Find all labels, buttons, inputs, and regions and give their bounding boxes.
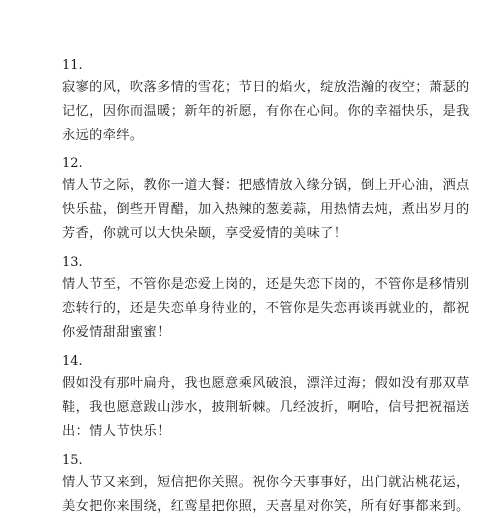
entry-number: 12. [62,156,83,171]
entry-line: 情人节又来到，短信把你关照。祝你今天事事好，出门就沾桃花运， [62,475,470,490]
entry-line: 永远的牵绊。 [62,128,144,143]
entry-line: 你爱情甜甜蜜蜜！ [62,325,171,340]
entry-line: 鞋，我也愿意跋山涉水，披荆斩棘。几经波折，啊哈，信号把祝福送 [62,400,470,415]
entry-number: 14. [62,354,83,369]
entry-line: 情人节之际，教你一道大餐：把感情放入缘分锅，倒上开心油，洒点 [62,178,470,193]
entry-line: 记忆，因你而温暖；新年的祈愿，有你在心间。你的幸福快乐，是我 [62,104,470,119]
entry-line: 寂寥的风，吹落多情的雪花；节日的焰火，绽放浩瀚的夜空；萧瑟的 [62,80,470,95]
entry-line: 情人节至，不管你是恋爱上岗的，还是失恋下岗的，不管你是移情别 [62,277,470,292]
entry-line: 芳香，你就可以大快朵颐，享受爱情的美味了！ [62,226,348,241]
entry-12 [62,156,470,246]
entry-line: 假如没有那叶扁舟，我也愿意乘风破浪，漂洋过海；假如没有那双草 [62,376,470,391]
entry-11 [62,58,470,148]
entry-14 [62,354,470,444]
entry-line: 快乐盐，倒些开胃醋，加入热辣的葱姜蒜，用热情去炖，煮出岁月的 [62,202,470,217]
entry-line: 出：情人节快乐！ [62,424,171,439]
entry-number: 15. [62,453,83,468]
entry-line: 美女把你来围绕，红鸾星把你照，天喜星对你笑，所有好事都来到。 [62,499,470,514]
entry-number: 11. [62,58,83,73]
entry-13 [62,255,470,345]
entry-number: 13. [62,255,83,270]
entry-line: 恋转行的，还是失恋单身待业的，不管你是失恋再谈再就业的，都祝 [62,301,470,316]
entry-15 [62,453,470,518]
